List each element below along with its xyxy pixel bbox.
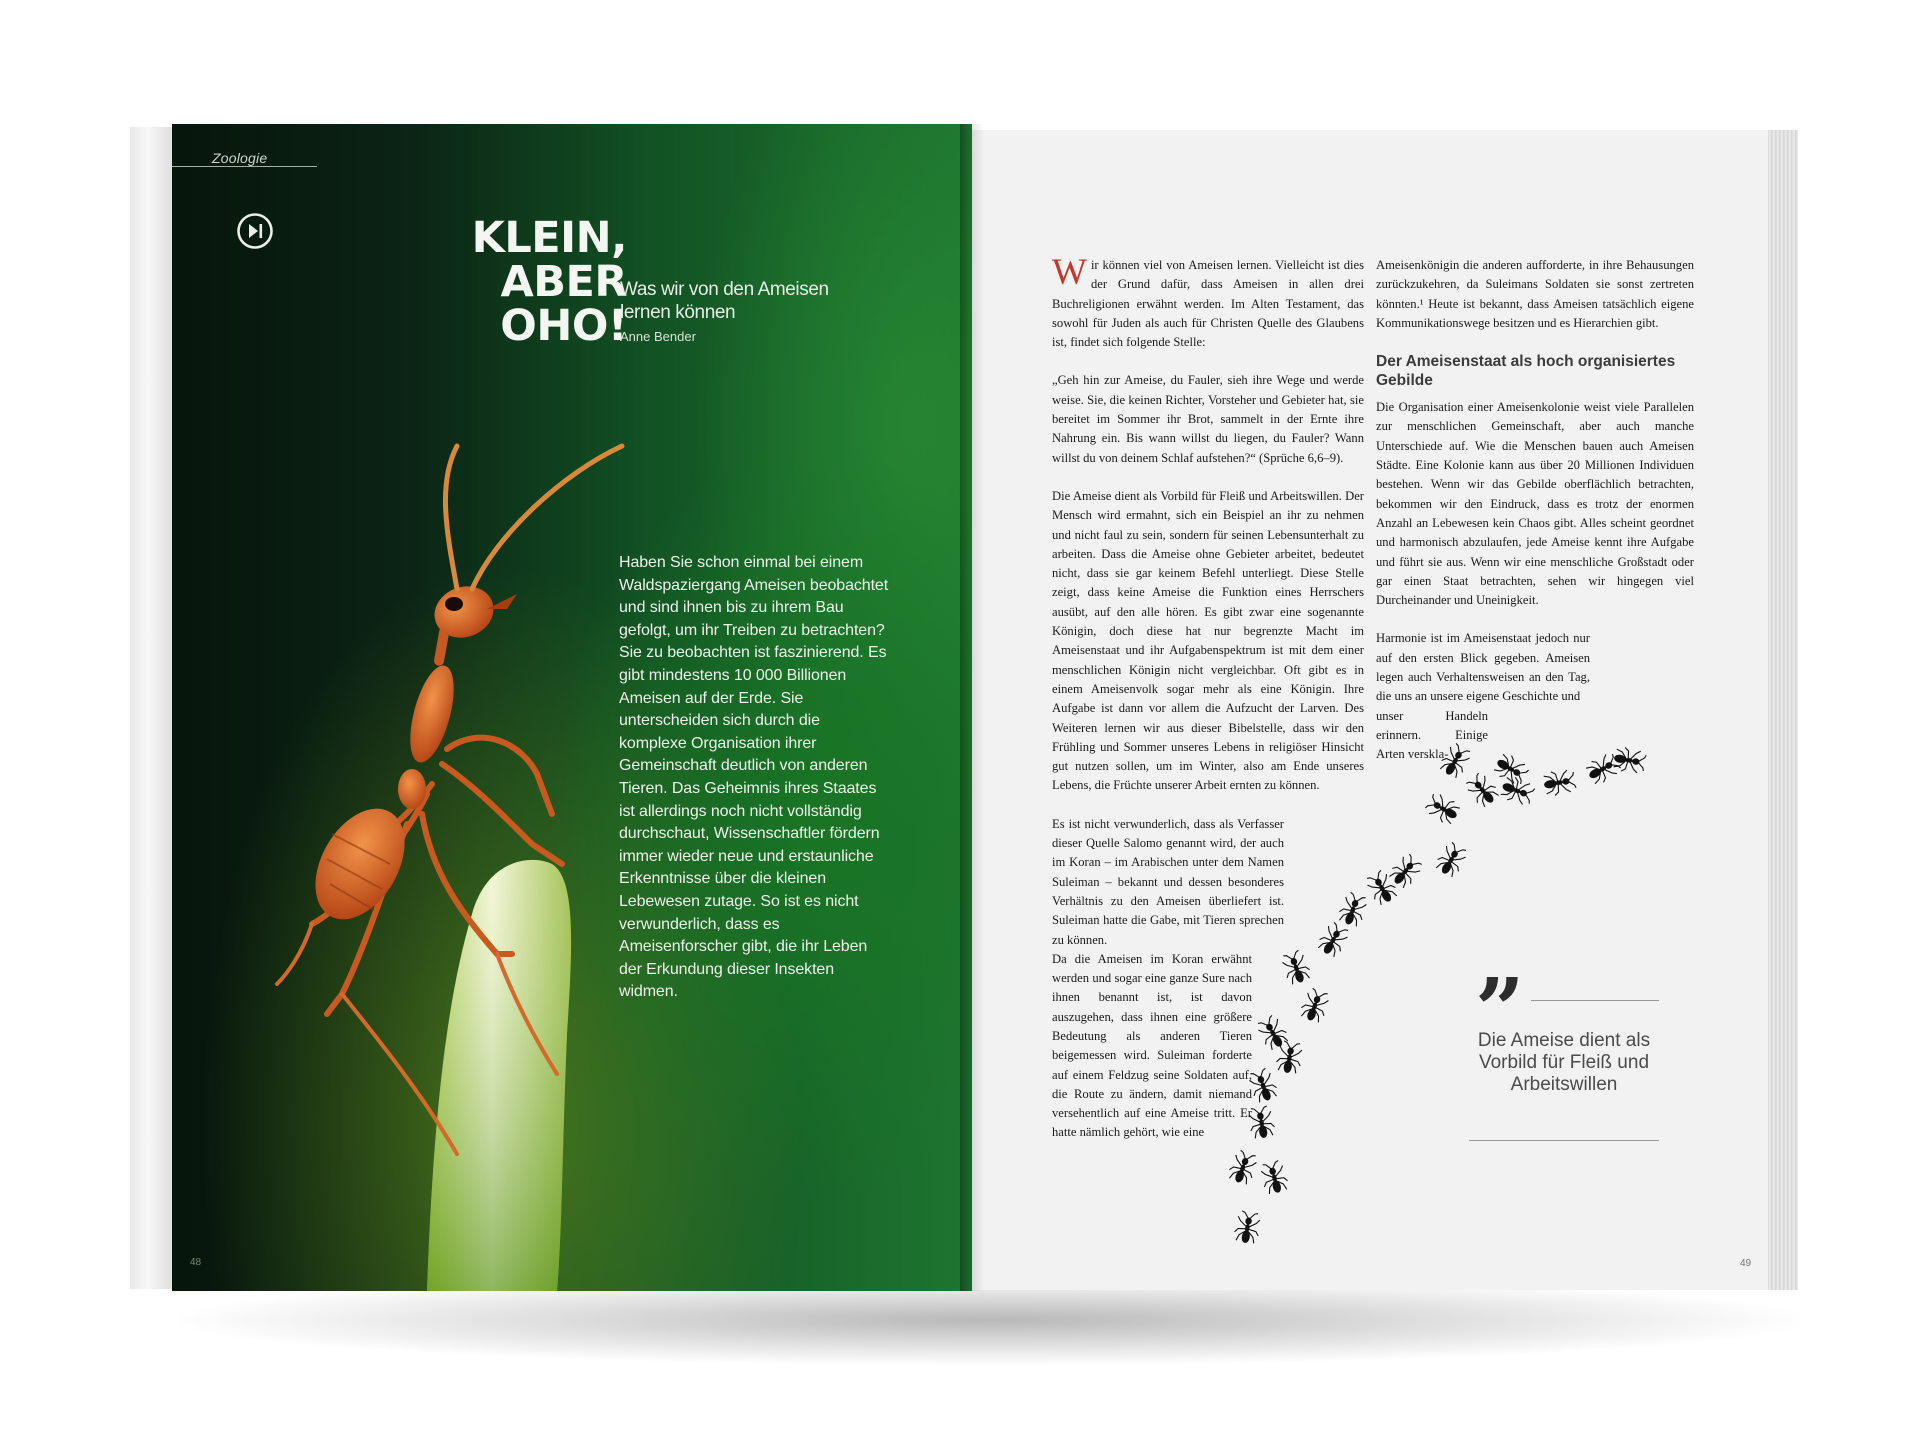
paragraph-text: ir können viel von Ameisen lernen. Vielleicht ist dies der Grund dafür, dass Ameisen in allen drei Buchreligionen erwähnt werden. Im Alten Testament, das sowohl für Juden als auch für Christen Quelle des Glaubens ist, findet sich folgende Stelle: <box>1052 258 1364 350</box>
paragraph: Die Organisation einer Ameisenkolonie weist viele Parallelen zur menschlichen Gemeinschaft, aber auch manche Unterschiede auf. Wie die Menschen bauen auch Ameisen Städte. Eine Kolonie kann aus über 20 Millionen Individuen bestehen. Wenn wir das Gebilde oberflächlich betrachten, bekommen wir den Eindruck, dass es trotz der enormen Anzahl an Lebewesen kein Chaos gibt. Alles scheint geordnet und harmonisch abzulaufen, jede Ameise kennt ihre Aufgabe und führt sie aus. Wenn wir eine menschliche Großstadt oder gar einen Staat betrachten, sehen wir hingegen viel Durcheinander und Uneinigkeit. <box>1376 400 1694 608</box>
intro-text: Haben Sie schon einmal bei einem Waldspaziergang Ameisen beobachtet und sind ihnen bis zu ihrem Bau gefolgt, um ihr Treiben zu betrachten? Sie zu beobachten ist faszinierend. Es gibt mindestens 10 000 Billionen Ameisen auf der Erde. Sie unterscheiden sich durch die komplexe Organisation ihrer Gemeinschaft deutlich von anderen Tieren. Das Geheimnis ihres Staates ist allerdings noch nicht vollständig durchschaut, Wissenschaftler fördern immer wieder neue und erstaunliche Erkenntnisse über die kleinen Lebewesen zutage. So ist es nicht verwunderlich, dass es Ameisenforscher gibt, die ihr Leben der Erkundung dieser Insekten widmen. <box>619 554 889 1001</box>
body-column-1 <box>1052 252 1364 1143</box>
paragraph <box>1052 252 1364 352</box>
paragraph-text: Da die Ameisen im Koran erwähnt werden und sogar eine ganze Sure nach ihnen benannt ist, ist davon auszugehen, dass ihnen eine größere Bedeutung als anderen Tieren beigemessen wird. Suleiman forderte auf einem Feldzug seine Soldaten auf, die Route zu ändern, damit niemand versehentlich auf eine Ameise tritt. Er hatte nämlich gehört, wie eine <box>1052 951 1252 1140</box>
paragraph: Die Ameise dient als Vorbild für Fleiß und Arbeitswillen. Der Mensch wird ermahnt, sich ein Beispiel an ihr zu nehmen und nicht faul zu sein, sondern für seinen Lebensunterhalt zu arbeiten. Dass die Ameise ohne Gebieter arbeitet, bedeutet nicht, dass sie gar keinem Befehl unterliegt. Diese Stelle zeigt, dass keine Ameise die Funktion eines Herrschers ausübt, auf den alle hören. Es gibt zwar eine sogenannte Königin, doch diese hat nur begrenzte Macht im Ameisenstaat und ihr Aufgabenspektrum ist mit dem einer menschlichen Königin nicht vergleichbar. Oft gibt es in einem Ameisenvolk sogar mehr als eine Königin. Ihre Aufgabe ist dann vor allem die Aufzucht der Larven. Des Weiteren lernen wir aus dieser Bibelstelle, dass wir den Frühling und Sommer unseres Lebens in religiöser Hinsicht gut nutzen sollen, um im Winter, also am Ende unseres Lebens, die Früchte unserer Arbeit ernten zu können. <box>1052 488 1364 793</box>
paragraph <box>1376 629 1694 764</box>
left-page-edge <box>130 127 175 1289</box>
bible-quote: „Geh hin zur Ameise, du Fauler, sieh ihre Wege und werde weise. Sie, die keinen Richter, Vorsteher und Gebieter hat, sie bereitet im Sommer ihr Brot, sammelt in der Ernte ihre Nahrung ein. Bis wann willst du liegen, du Fauler? Wann willst du von deinem Schlaf aufstehen?“ (Sprüche 6,6–9). <box>1052 373 1364 465</box>
right-page-edge <box>1768 130 1798 1290</box>
body-column-2 <box>1376 256 1694 784</box>
paragraph <box>1052 815 1364 1143</box>
paragraph: Ameisenkönigin die anderen aufforderte, in ihre Behausungen zurückzukehren, da Suleimans Soldaten sie sonst zertreten könnten.¹ Heute ist bekannt, dass Ameisen tatsächlich eigene Kommunikationswege besitzen und es Hierarchien gibt. <box>1376 258 1694 330</box>
paragraph-text: unser Handeln erinnern. Einige Arten verskla- <box>1376 708 1488 762</box>
gutter-shadow <box>960 124 984 1291</box>
author-name: Anne Bender <box>620 329 696 344</box>
divider <box>1531 1000 1659 1001</box>
paragraph-text: Harmonie ist im Ameisenstaat jedoch nur auf den ersten Blick gegeben. Ameisen legen auch Verhaltensweisen an den Tag, die uns an unsere eigene Geschichte und <box>1376 631 1590 704</box>
divider <box>1469 1140 1659 1141</box>
title-line: KLEIN, <box>471 213 627 263</box>
drop-cap: W <box>1052 252 1087 293</box>
page-number-left: 48 <box>190 1257 202 1268</box>
title-line: ABER <box>500 257 627 307</box>
play-pause-icon[interactable] <box>236 212 274 250</box>
quote-mark-icon: ” <box>1475 960 1525 1061</box>
section-label: Zoologie <box>212 150 268 166</box>
article-title <box>467 213 627 351</box>
page-number-right: 49 <box>1740 1258 1752 1269</box>
article-subtitle: Was wir von den Ameisen lernen können <box>620 279 829 323</box>
left-page <box>172 124 972 1291</box>
pull-quote-text: Die Ameise dient als Vorbild für Fleiß und Arbeitswillen <box>1477 1030 1651 1095</box>
title-line: OHO! <box>500 301 627 351</box>
paragraph-text: Es ist nicht verwunderlich, dass als Verfasser dieser Quelle Salomo genannt wird, der auch im Koran – im Arabischen unter dem Namen Suleiman – bekannt und dessen besonderes Verhältnis zu den Ameisen überliefert ist. Suleiman hatte die Gabe, mit Tieren sprechen zu können. <box>1052 816 1284 947</box>
section-heading: Der Ameisenstaat als hoch organisiertes Gebilde <box>1376 353 1676 390</box>
right-page <box>972 130 1769 1290</box>
section-rule <box>172 166 317 167</box>
